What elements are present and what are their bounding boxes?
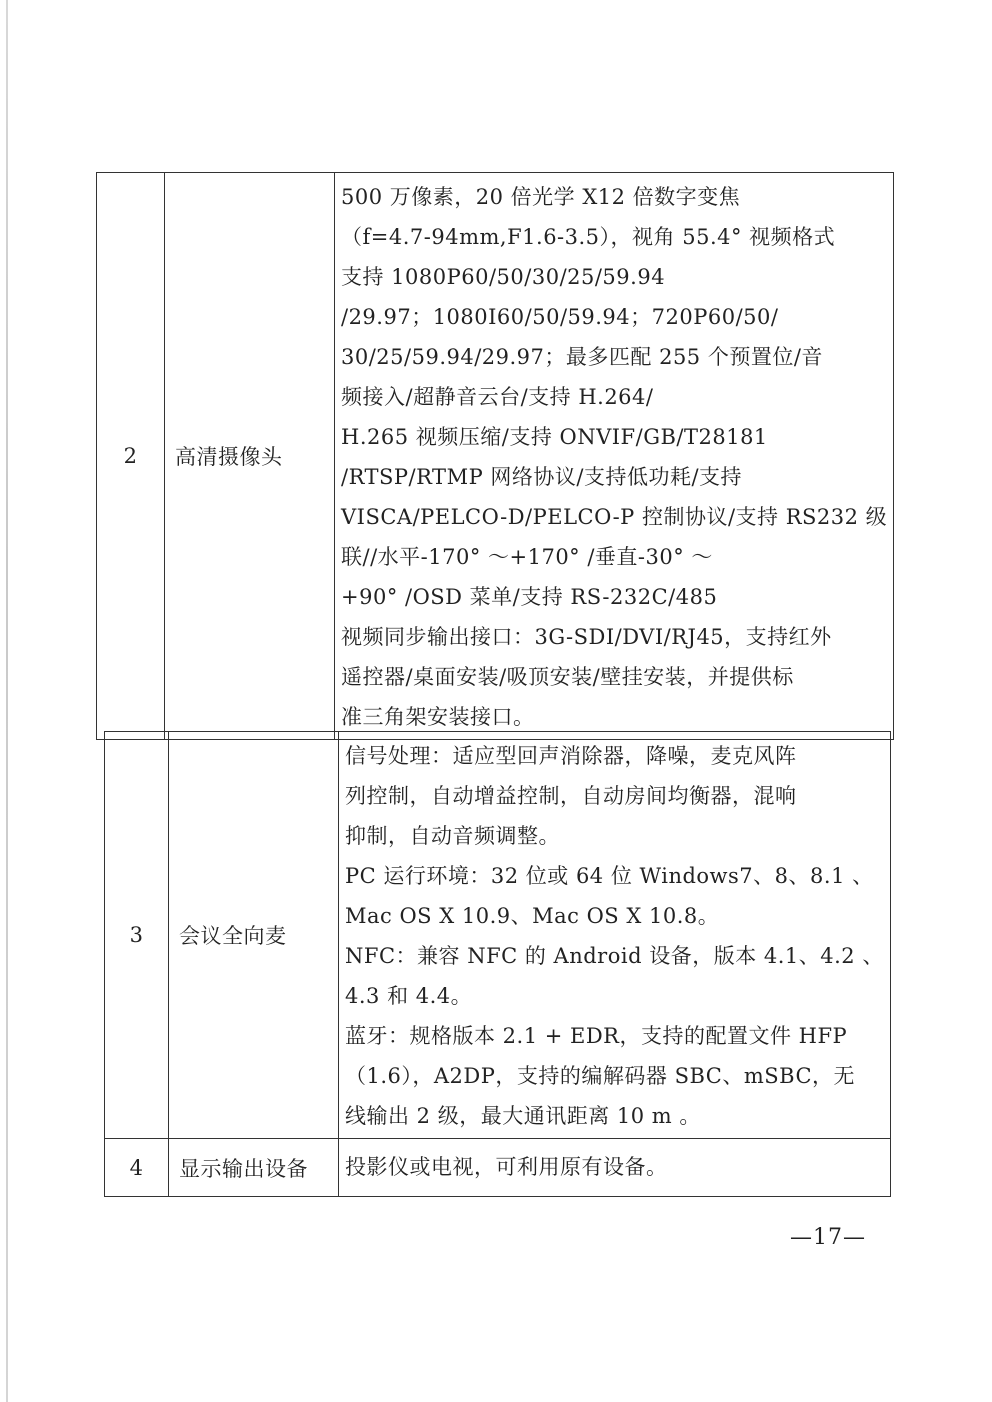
page-number: —17—: [790, 1225, 866, 1250]
spec-line: 联//水平-170° ～+170° /垂直-30° ～: [341, 545, 713, 569]
spec-line: 4.3 和 4.4。: [345, 984, 473, 1008]
table-row: [105, 732, 891, 1139]
spec-line: 投影仪或电视，可利用原有设备。: [345, 1154, 668, 1179]
spec-line: 信号处理：适应型回声消除器，降噪，麦克风阵: [345, 744, 797, 768]
equipment-spec: [339, 1139, 891, 1197]
spec-line: 抑制，自动音频调整。: [345, 824, 560, 848]
spec-line: （1.6），A2DP，支持的编解码器 SBC、mSBC，无: [345, 1064, 856, 1088]
spec-line: 遥控器/桌面安装/吸顶安装/壁挂安装，并提供标: [341, 665, 794, 689]
spec-line: 30/25/59.94/29.97；最多匹配 255 个预置位/音: [341, 345, 823, 369]
equipment-name: 高清摄像头: [165, 173, 335, 740]
spec-line: 准三角架安装接口。: [341, 705, 535, 729]
spec-line: （f=4.7-94mm,F1.6-3.5），视角 55.4° 视频格式: [341, 225, 836, 249]
spec-line: 视频同步输出接口：3G-SDI/DVI/RJ45，支持红外: [341, 625, 832, 649]
equipment-spec: [335, 173, 894, 740]
row-number: 2: [97, 173, 165, 740]
spec-line: +90° /OSD 菜单/支持 RS-232C/485: [341, 585, 718, 609]
spec-line: PC 运行环境：32 位或 64 位 Windows7、8、8.1 、: [345, 864, 874, 888]
equipment-table-part-2: [104, 731, 891, 1197]
equipment-name: 会议全向麦: [169, 732, 339, 1139]
row-number: 4: [105, 1139, 169, 1197]
equipment-name: 显示输出设备: [169, 1139, 339, 1197]
spec-line: 500 万像素，20 倍光学 X12 倍数字变焦: [341, 185, 741, 209]
spec-line: H.265 视频压缩/支持 ONVIF/GB/T28181: [341, 425, 768, 449]
spec-line: 频接入/超静音云台/支持 H.264/: [341, 385, 654, 409]
spec-line: Mac OS X 10.9、Mac OS X 10.8。: [345, 904, 720, 928]
spec-line: NFC：兼容 NFC 的 Android 设备，版本 4.1、4.2 、: [345, 944, 884, 968]
spec-line: 列控制，自动增益控制，自动房间均衡器，混响: [345, 784, 797, 808]
scan-edge: [6, 0, 8, 1402]
spec-line: /29.97；1080I60/50/59.94；720P60/50/: [341, 305, 779, 329]
spec-line: 支持 1080P60/50/30/25/59.94: [341, 265, 666, 289]
table-row: [97, 173, 894, 740]
row-number: 3: [105, 732, 169, 1139]
spec-line: 线输出 2 级，最大通讯距离 10 m 。: [345, 1104, 701, 1128]
spec-line: VISCA/PELCO-D/PELCO-P 控制协议/支持 RS232 级: [341, 505, 888, 529]
spec-line: /RTSP/RTMP 网络协议/支持低功耗/支持: [341, 465, 743, 489]
equipment-table-part-1: [96, 172, 894, 740]
spec-line: 蓝牙：规格版本 2.1 + EDR，支持的配置文件 HFP: [345, 1024, 848, 1048]
equipment-spec: [339, 732, 891, 1139]
table-row: [105, 1139, 891, 1197]
